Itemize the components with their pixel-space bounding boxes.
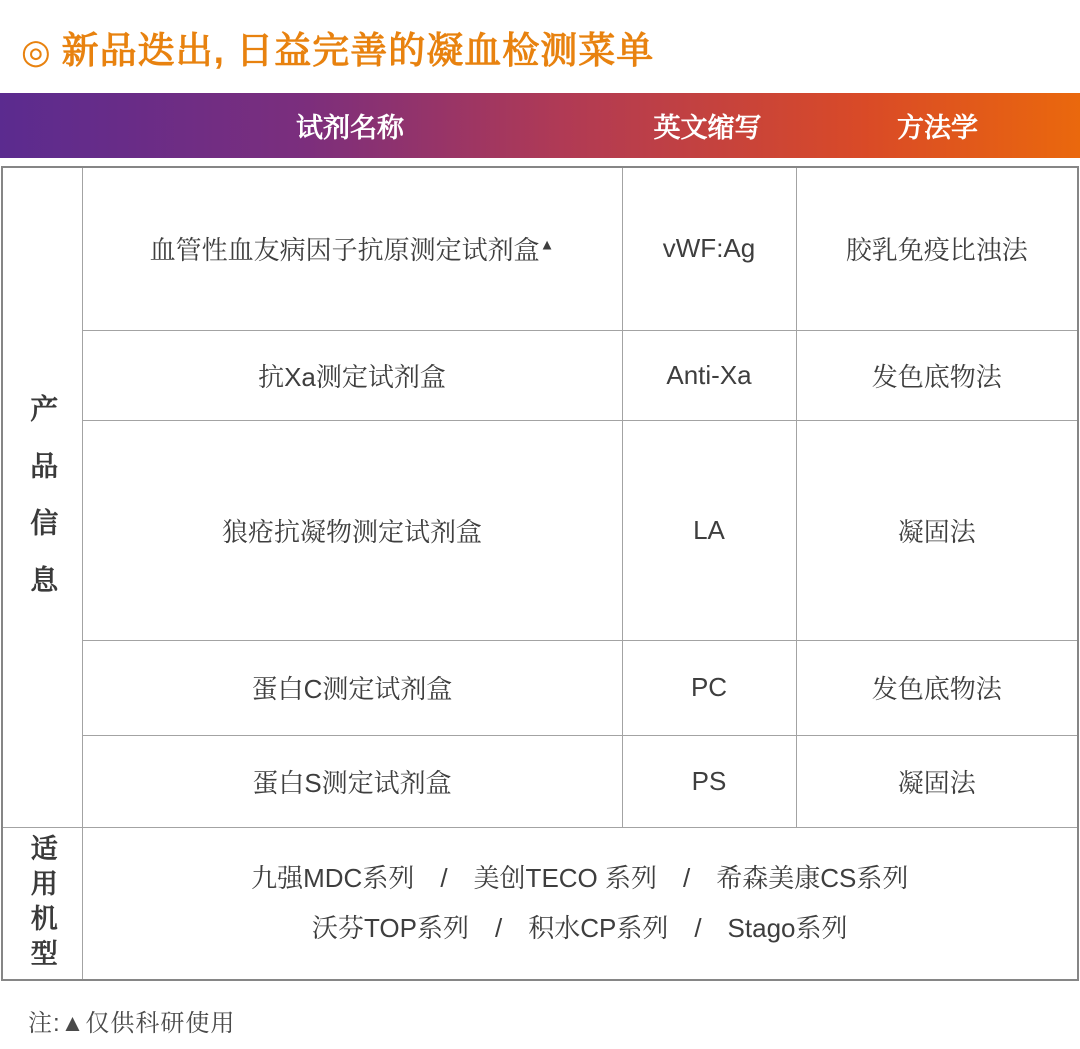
- page-title: [21, 20, 654, 74]
- abbr-cell: LA: [622, 420, 796, 640]
- applicable-models-vertical-label: 适用机型: [26, 833, 57, 974]
- method-cell: 发色底物法: [796, 640, 1078, 735]
- column-header-reagent-name: 试剂名称: [296, 113, 404, 143]
- footnote: 注:▲仅供科研使用: [28, 1010, 236, 1037]
- table-header-bar: [0, 93, 1080, 158]
- abbr-cell: PS: [622, 735, 796, 827]
- abbr-cell: vWF:Ag: [622, 167, 796, 330]
- method-cell: 发色底物法: [796, 330, 1078, 420]
- table-row: [2, 735, 1078, 827]
- reagent-name: 血管性血友病因子抗原测定试剂盒: [149, 235, 540, 266]
- method-cell: 凝固法: [796, 735, 1078, 827]
- reagent-name-cell: 抗Xa测定试剂盒: [82, 330, 622, 420]
- product-info-vertical-label: 产品信息: [27, 394, 59, 623]
- method-cell: 凝固法: [796, 420, 1078, 640]
- abbr-cell: Anti-Xa: [622, 330, 796, 420]
- title-bullet-icon: ◎: [21, 33, 52, 71]
- abbr-cell: PC: [622, 640, 796, 735]
- table-row: [2, 420, 1078, 640]
- group-label-product-info: [2, 167, 82, 827]
- column-header-methodology: 方法学: [897, 113, 978, 143]
- models-line-1: 九强MDC系列 / 美创TECO 系列 / 希森美康CS系列: [251, 863, 909, 894]
- models-list-cell: [82, 827, 1078, 980]
- page-title-text: 新品迭出, 日益完善的凝血检测菜单: [61, 30, 655, 71]
- reagent-name-cell: 蛋白S测定试剂盒: [82, 735, 622, 827]
- reagent-name-cell: 蛋白C测定试剂盒: [82, 640, 622, 735]
- applicable-models-row: [2, 827, 1078, 980]
- group-label-applicable-models: [2, 827, 82, 980]
- method-cell: 胶乳免疫比浊法: [796, 167, 1078, 330]
- table-row: [2, 640, 1078, 735]
- reagent-name-cell: [82, 167, 622, 330]
- coagulation-menu-table: [1, 166, 1079, 981]
- table-row: [2, 167, 1078, 330]
- reagent-name-cell: 狼疮抗凝物测定试剂盒: [82, 420, 622, 640]
- column-header-english-abbr: 英文缩写: [653, 113, 762, 143]
- models-line-2: 沃芬TOP系列 / 积水CP系列 / Stago系列: [312, 913, 848, 944]
- table-row: [2, 330, 1078, 420]
- research-use-marker: ▲: [539, 236, 555, 254]
